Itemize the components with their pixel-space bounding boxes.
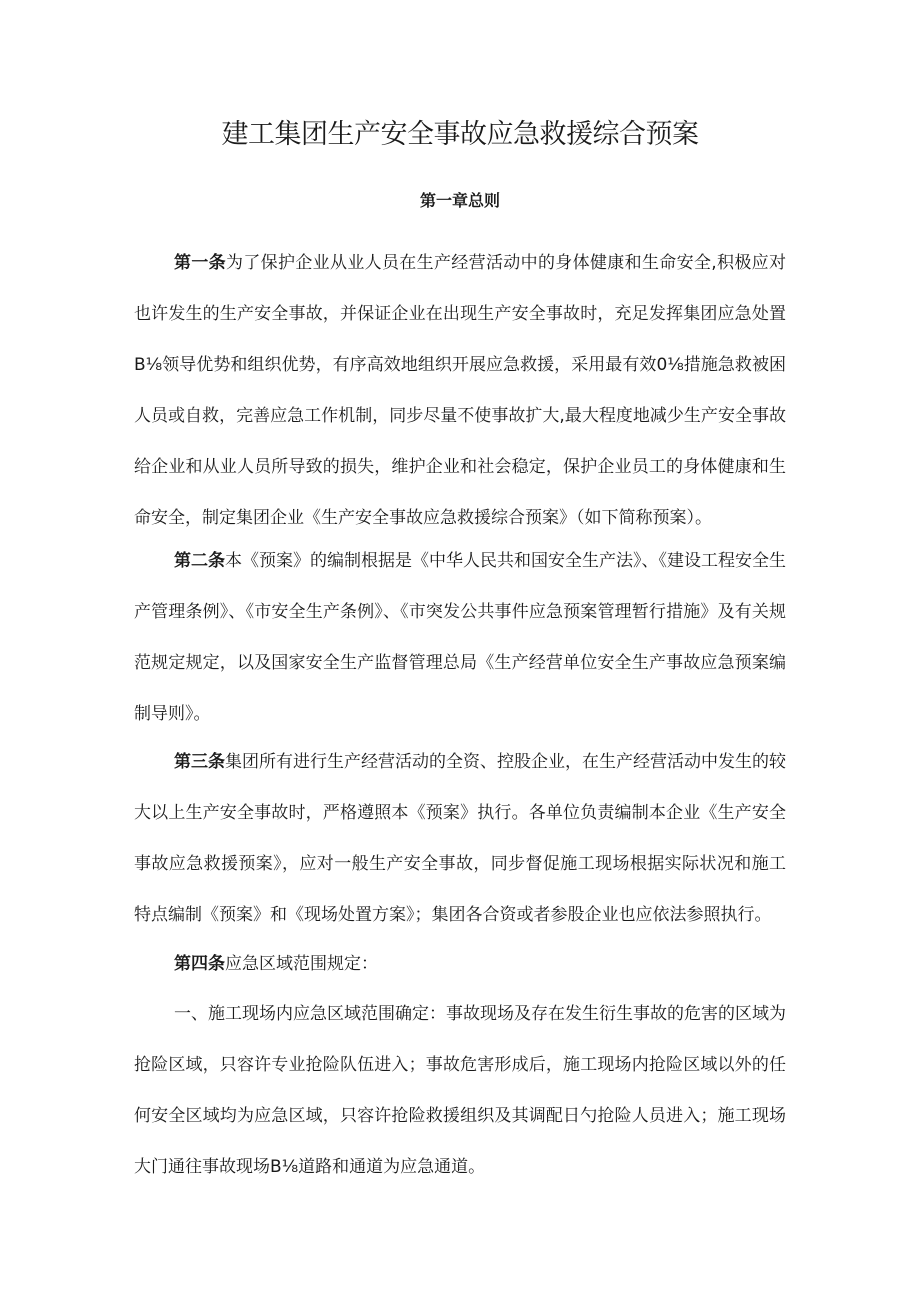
article-1 xyxy=(134,238,786,544)
article-3 xyxy=(134,737,786,941)
article-1-text: 为了保护企业从业人员在生产经营活动中的身体健康和生命安全,积极应对也许发生的生产安全事故，并保证企业在出现生产安全事故时，充足发挥集团应急处置B⅛领导优势和组织优势，有序高效地组织开展应急救援，采用最有效0⅛措施急救被困人员或自救，完善应急工作机制，同步尽量不使事故扩大,最大程度地减少生产安全事故给企业和从业人员所导致的损失，维护企业和社会稳定，保护企业员工的身体健康和生命安全，制定集团企业《生产安全事故应急救援综合预案》（如下简称预案）。 xyxy=(134,253,787,528)
article-2-text: 本《预案》的编制根据是《中华人民共和国安全生产法》、《建设工程安全生产管理条例》、《市安全生产条例》、《市突发公共事件应急预案管理暂行措施》及有关规范规定规定，以及国家安全生产监督管理总局《生产经营单位安全生产事故应急预案编制导则》。 xyxy=(134,551,786,724)
article-3-number: 第三条 xyxy=(174,752,225,772)
article-4-number: 第四条 xyxy=(174,954,225,974)
document-title: 建工集团生产安全事故应急救援综合预案 xyxy=(221,119,699,150)
article-4 xyxy=(134,939,786,990)
article-1-number: 第一条 xyxy=(174,253,226,273)
article-2-number: 第二条 xyxy=(174,551,225,571)
article-2 xyxy=(134,536,786,740)
article-4-item-1: 一、施工现场内应急区域范围确定：事故现场及存在发生衍生事故的危害的区域为抢险区域，只容许专业抢险队伍进入；事故危害形成后，施工现场内抢险区域以外的任何安全区域均为应急区域，只容许抢险救援组织及其调配日勺抢险人员进入；施工现场大门通往事故现场B⅛道路和通道为应急通道。 xyxy=(134,1004,786,1177)
article-3-text: 集团所有进行生产经营活动的全资、控股企业，在生产经营活动中发生的较大以上生产安全事故时，严格遵照本《预案》执行。各单位负责编制本企业《生产安全事故应急救援预案》，应对一般生产安全事故，同步督促施工现场根据实际状况和施工特点编制《预案》和《现场处置方案》；集团各合资或者参股企业也应依法参照执行。 xyxy=(134,752,786,925)
article-4-text: 应急区域范围规定： xyxy=(225,954,378,974)
chapter-heading: 第一章总则 xyxy=(419,191,500,210)
